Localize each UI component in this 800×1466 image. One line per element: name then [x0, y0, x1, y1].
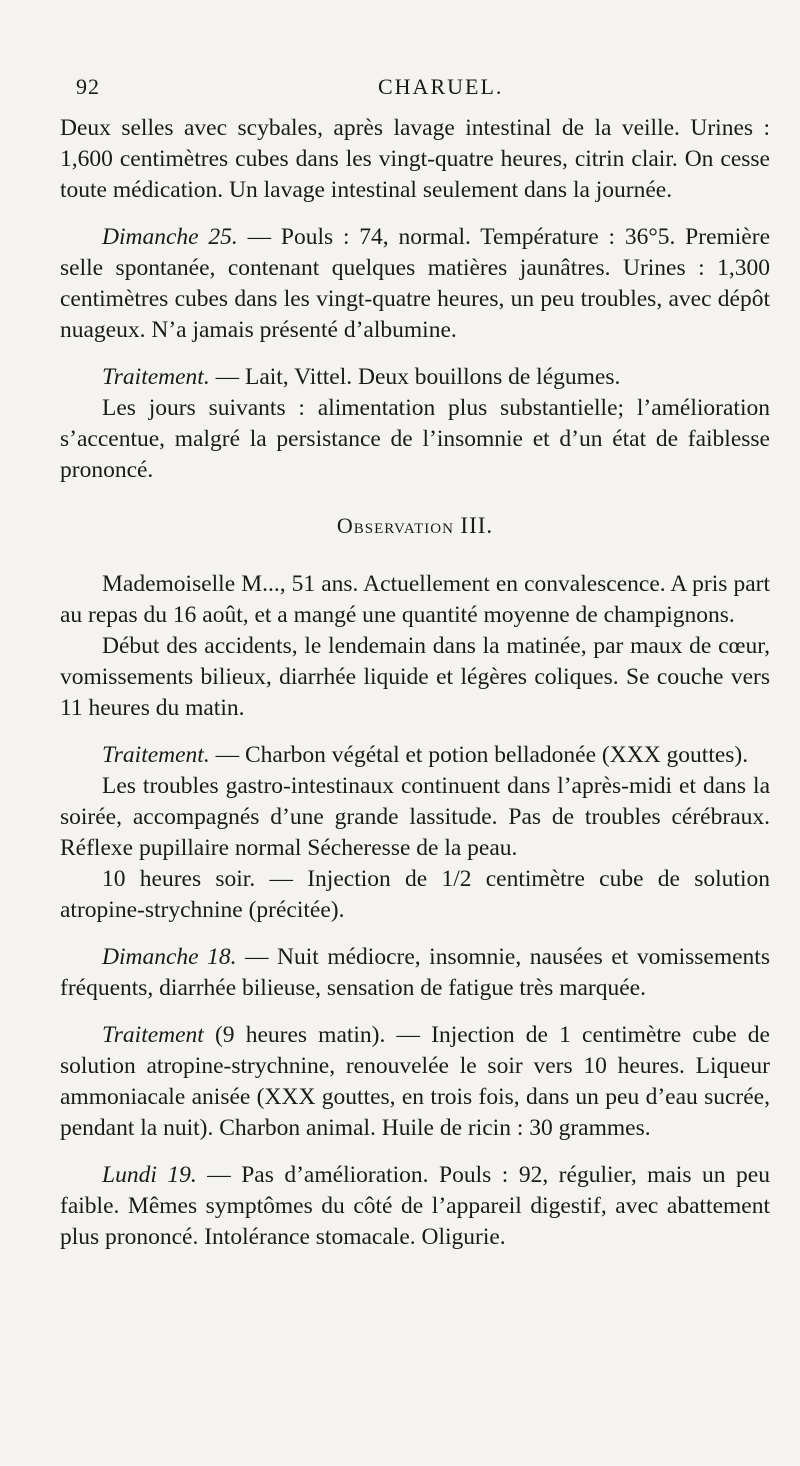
paragraph: Les jours suivants : alimentation plus substantielle; l’amélioration s’accentue, malgré la persistance de l’insomnie et d’un état de faiblesse prononcé. — [60, 395, 770, 483]
section-heading: Observation III. — [336, 513, 494, 538]
running-title: CHARUEL. — [378, 74, 504, 99]
page-header — [60, 74, 740, 104]
paragraph: Traitement. — Charbon végétal et potion belladonée (XXX gouttes). — [102, 742, 749, 768]
paragraph: Les troubles gastro-intestinaux continuent dans l’après-midi et dans la soirée, accompagnés d’une grande lassitude. Pas de troubles cérébraux. Réflexe pupillaire normal Sécheresse de la peau. — [60, 773, 770, 861]
paragraph: Début des accidents, le lendemain dans la matinée, par maux de cœur, vomissements bilieux, diarrhée liquide et légères coliques. Se couche vers 11 heures du matin. — [60, 633, 770, 721]
body-text — [60, 113, 770, 1253]
page-number: 92 — [76, 74, 100, 99]
paragraph: Mademoiselle M..., 51 ans. Actuellement en convalescence. A pris part au repas du 16 août, et a mangé une quantité moyenne de champignons. — [60, 571, 770, 628]
paragraph: Lundi 19. — Pas d’amélioration. Pouls : 92, régulier, mais un peu faible. Mêmes symptômes du côté de l’appareil digestif, avec abattement plus prononcé. Intolérance stomacale. Oligurie. — [60, 1162, 770, 1250]
paragraph: Dimanche 25. — Pouls : 74, normal. Température : 36°5. Première selle spontanée, contenant quelques matières jaunâtres. Urines : 1,300 centimètres cubes dans les vingt-quatre heures, un peu troubles, avec dépôt nuageux. N’a jamais présenté d’albumine. — [60, 224, 770, 343]
paragraph: 10 heures soir. — Injection de 1/2 centimètre cube de solution atropine-strychnine (précitée). — [60, 866, 770, 923]
paragraph: Dimanche 18. — Nuit médiocre, insomnie, nausées et vomissements fréquents, diarrhée bilieuse, sensation de fatigue très marquée. — [60, 944, 770, 1001]
paragraph: Deux selles avec scybales, après lavage intestinal de la veille. Urines : 1,600 centimètres cubes dans les vingt-quatre heures, citrin clair. On cesse toute médication. Un lavage intestinal seulement dans la journée. — [60, 115, 770, 203]
paragraph: Traitement (9 heures matin). — Injection de 1 centimètre cube de solution atropine-strychnine, renouvelée le soir vers 10 heures. Liqueur ammoniacale anisée (XXX gouttes, en trois fois, dans un peu d’eau sucrée, pendant la nuit). Charbon animal. Huile de ricin : 30 grammes. — [60, 1022, 770, 1141]
paragraph: Traitement. — Lait, Vittel. Deux bouillons de légumes. — [102, 364, 621, 390]
